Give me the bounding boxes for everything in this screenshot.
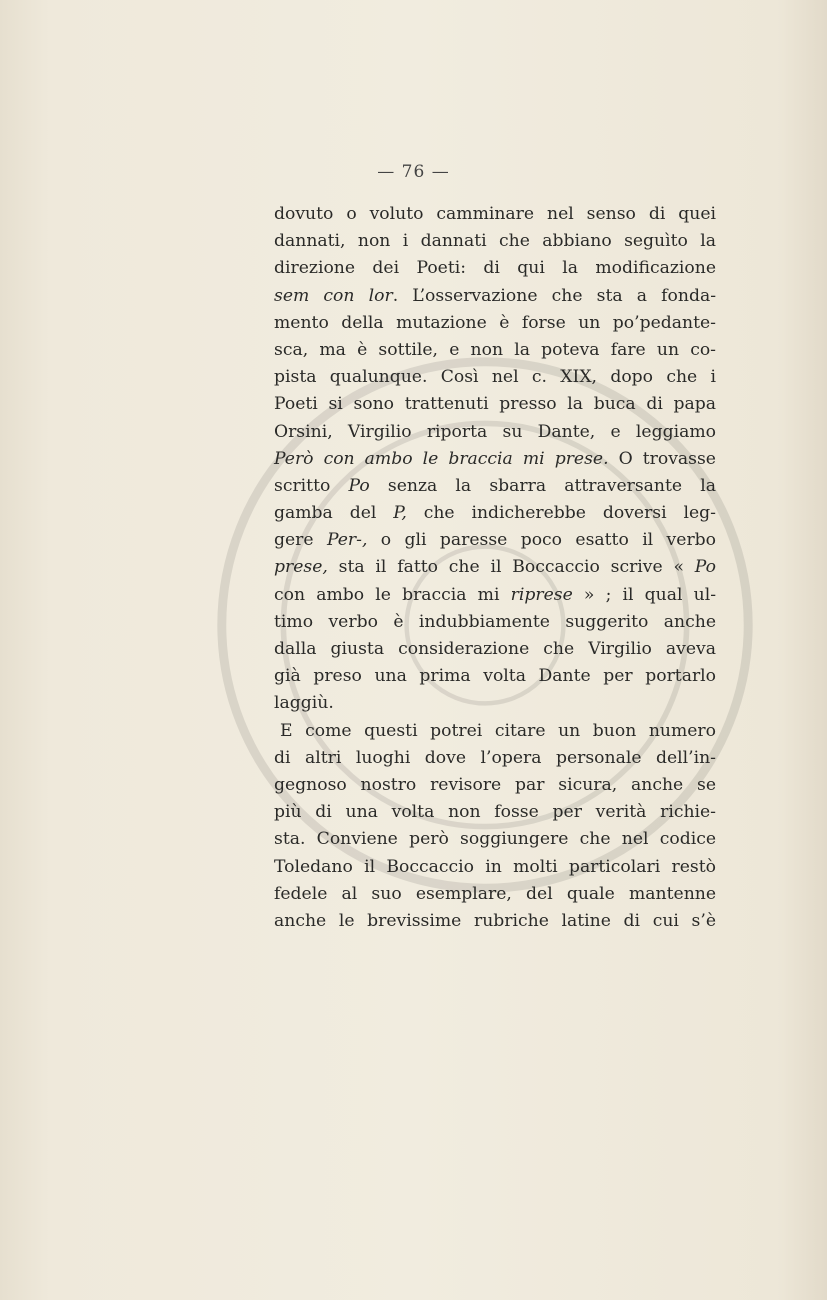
text-line: Toledano il Boccaccio in molti particolari restò xyxy=(274,856,716,877)
text-line: E come questi potrei citare un buon numero xyxy=(280,720,716,741)
italic-quote: Per-, xyxy=(326,530,368,551)
text-line: con ambo le braccia mi riprese » ; il qual ul- xyxy=(274,584,717,605)
text-line: gere Per-, o gli paresse poco esatto il verbo xyxy=(274,530,717,551)
text-line: sem con lor. L’osservazione che sta a fonda- xyxy=(274,285,717,306)
text-line: prese, sta il fatto che il Boccaccio scrive « Po xyxy=(274,557,716,578)
text-line: pista qualunque. Così nel c. XIX, dopo che i xyxy=(274,367,716,388)
text-line: più di una volta non fosse per verità richie- xyxy=(274,802,716,823)
text-line: già preso una prima volta Dante per portarlo xyxy=(274,666,716,687)
text-line: dannati, non i dannati che abbiano seguìto la xyxy=(274,231,716,252)
text-line: sca, ma è sottile, e non la poteva fare un co- xyxy=(274,339,716,360)
italic-quote: riprese xyxy=(510,584,573,605)
text-line: dalla giusta considerazione che Virgilio aveva xyxy=(274,639,716,659)
text-line: anche le brevissime rubriche latine di cui s’è xyxy=(274,910,716,931)
italic-quote: Po xyxy=(694,557,716,578)
italic-quote: Po xyxy=(348,475,370,496)
text-line: fedele al suo esemplare, del quale mantenne xyxy=(274,883,716,904)
text-line: Poeti si sono trattenuti presso la buca di papa xyxy=(274,394,716,415)
page-number: — 76 — xyxy=(377,162,450,182)
text-line: gamba del P, che indicherebbe doversi leg- xyxy=(274,503,716,524)
body-text xyxy=(274,201,716,935)
text-line: Orsini, Virgilio riporta su Dante, e leggiamo xyxy=(274,421,716,442)
text-line: dovuto o voluto camminare nel senso di quei xyxy=(274,204,716,224)
text-line: Però con ambo le braccia mi prese. O trovasse xyxy=(274,448,716,469)
italic-quote: prese, xyxy=(274,557,328,578)
text-line: scritto Po senza la sbarra attraversante la xyxy=(274,475,716,496)
italic-quote: Però con ambo le braccia mi prese. xyxy=(274,448,609,469)
text-line: direzione dei Poeti: di qui la modificazione xyxy=(274,258,716,279)
italic-quote: sem con lor xyxy=(274,285,393,306)
text-line: gegnoso nostro revisore par sicura, anche se xyxy=(274,774,716,795)
text-line: timo verbo è indubbiamente suggerito anche xyxy=(274,611,716,632)
text-line: laggiù. xyxy=(274,693,334,714)
text-line: sta. Conviene però soggiungere che nel codice xyxy=(274,829,716,850)
text-line: di altri luoghi dove l’opera personale dell’in- xyxy=(274,747,716,768)
text-line: mento della mutazione è forse un po’pedante- xyxy=(274,312,716,333)
italic-quote: P, xyxy=(393,503,407,524)
